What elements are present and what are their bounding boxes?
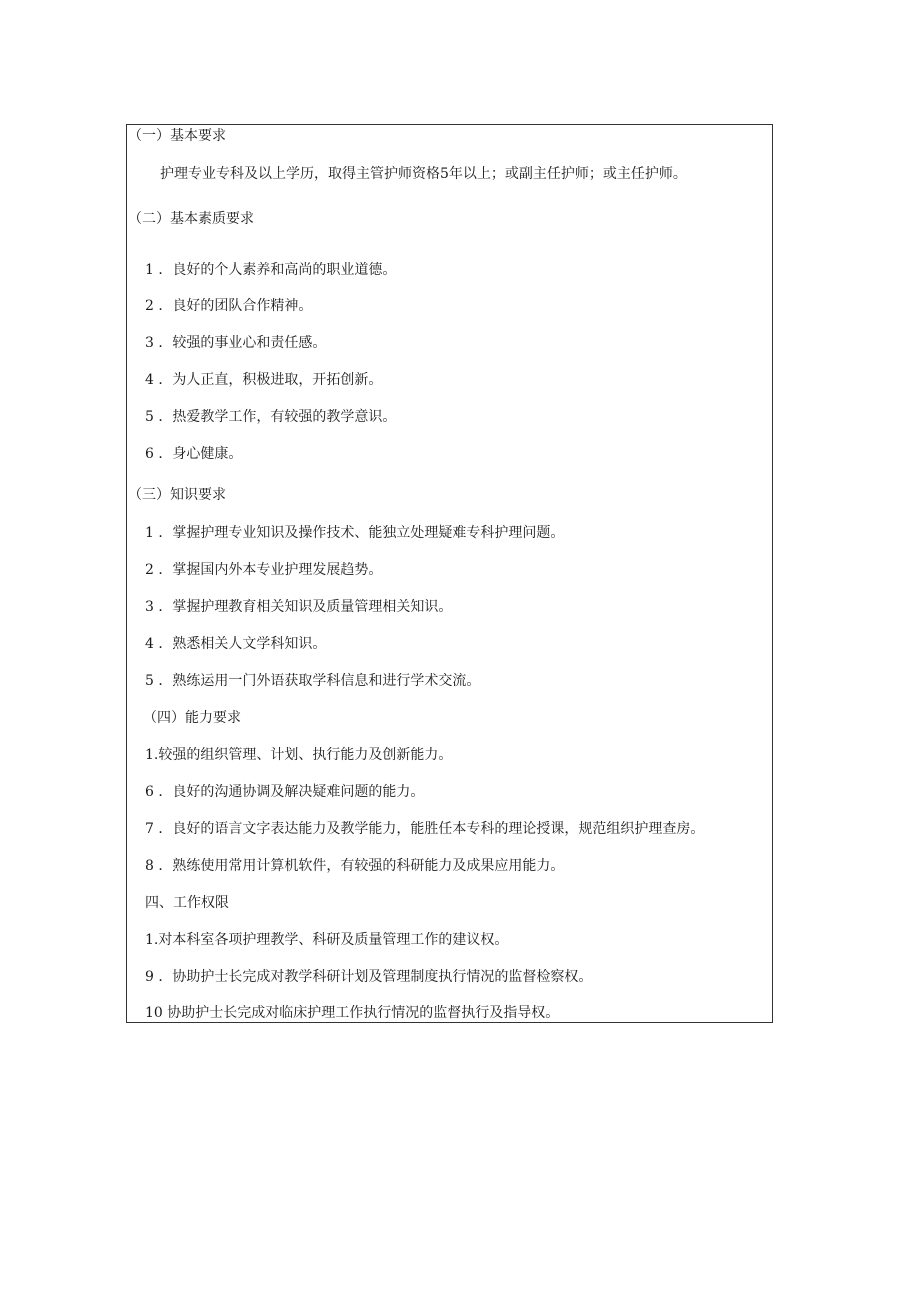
quality-item: 2 ．良好的团队合作精神。 [145, 298, 313, 314]
ability-item: 1.较强的组织管理、计划、执行能力及创新能力。 [145, 747, 453, 763]
authority-item: 10 协助护士长完成对临床护理工作执行情况的监督执行及指导权。 [145, 1005, 560, 1021]
quality-item: 4 ．为人正直，积极进取，开拓创新。 [145, 372, 383, 388]
section-ability-heading: （四）能力要求 [143, 710, 241, 726]
knowledge-item: 4 ．熟悉相关人文学科知识。 [145, 636, 327, 652]
knowledge-item: 2 ．掌握国内外本专业护理发展趋势。 [145, 562, 383, 578]
ability-item: 6 ．良好的沟通协调及解决疑难问题的能力。 [145, 784, 425, 800]
section-quality-heading: （二）基本素质要求 [128, 211, 254, 227]
ability-item: 7 ．良好的语言文字表达能力及教学能力，能胜任本专科的理论授课，规范组织护理查房。 [145, 821, 705, 837]
section-basic-text: 护理专业专科及以上学历，取得主管护师资格5年以上；或副主任护师；或主任护师。 [160, 166, 687, 182]
section-basic-heading: （一）基本要求 [128, 128, 226, 144]
section-knowledge-heading: （三）知识要求 [128, 487, 226, 503]
authority-item: 1.对本科室各项护理教学、科研及质量管理工作的建议权。 [145, 932, 509, 948]
quality-item: 5 ．热爱教学工作，有较强的教学意识。 [145, 409, 397, 425]
knowledge-item: 3 ．掌握护理教育相关知识及质量管理相关知识。 [145, 599, 453, 615]
quality-item: 3 ．较强的事业心和责任感。 [145, 335, 327, 351]
ability-item: 8 ．熟练使用常用计算机软件，有较强的科研能力及成果应用能力。 [145, 858, 565, 874]
section-authority-heading: 四、工作权限 [145, 895, 229, 911]
quality-item: 6 ．身心健康。 [145, 446, 243, 462]
knowledge-item: 5 ．熟练运用一门外语获取学科信息和进行学术交流。 [145, 673, 481, 689]
knowledge-item: 1 ．掌握护理专业知识及操作技术、能独立处理疑难专科护理问题。 [145, 525, 565, 541]
quality-item: 1 ．良好的个人素养和高尚的职业道德。 [145, 262, 397, 278]
authority-item: 9 ．协助护士长完成对教学科研计划及管理制度执行情况的监督检察权。 [145, 969, 593, 985]
